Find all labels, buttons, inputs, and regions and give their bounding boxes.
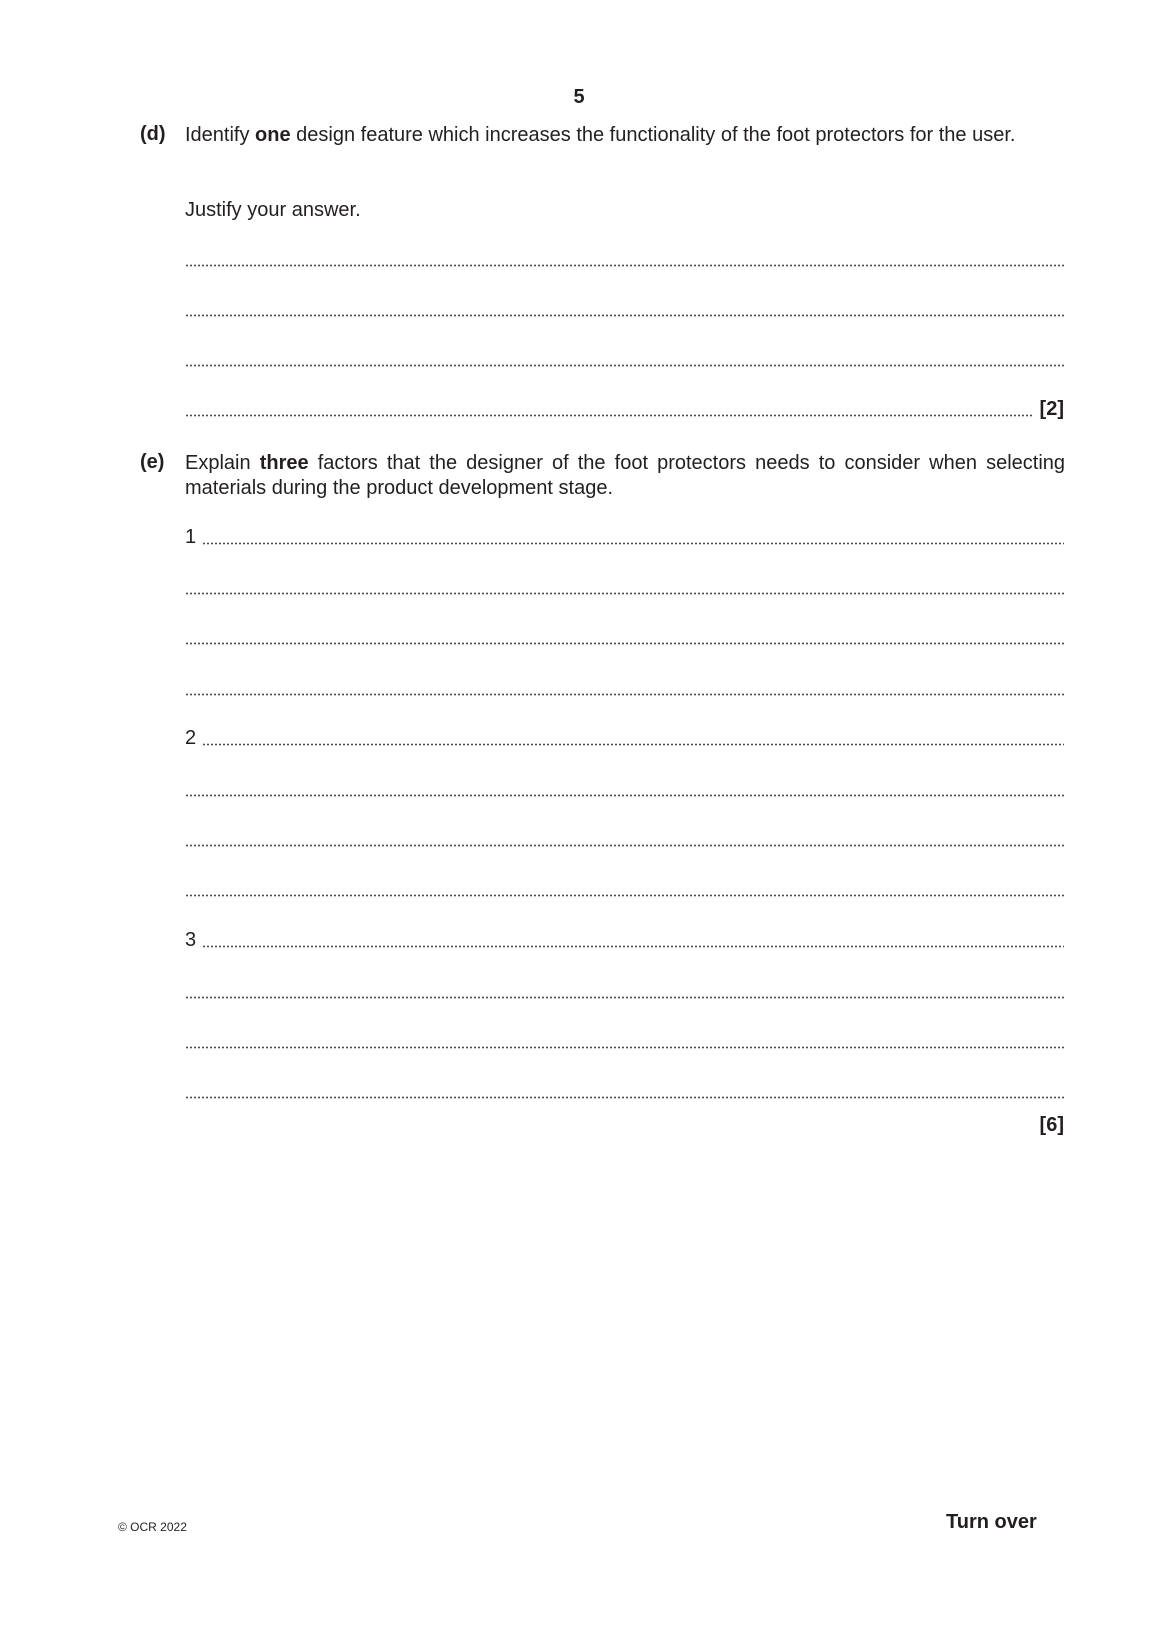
question-e-text	[185, 451, 1065, 501]
turn-over-label: Turn over	[946, 1511, 1037, 1533]
answer-line-e-2-1[interactable]	[185, 727, 1064, 749]
answer-line-e-3-3[interactable]	[185, 1030, 1064, 1052]
question-e-text-end: factors that the designer of the foot protectors needs to consider when selecting materials during the product development stage.	[185, 452, 1066, 499]
dotted-line	[202, 743, 1064, 746]
question-e-text-start: Explain	[185, 452, 260, 474]
dotted-line	[185, 996, 1064, 999]
dotted-line	[185, 693, 1064, 696]
question-d-label: (d)	[140, 123, 166, 145]
dotted-line	[185, 264, 1064, 267]
copyright-notice: © OCR 2022	[118, 1520, 187, 1534]
marks-e: [6]	[1039, 1114, 1064, 1136]
dotted-line	[185, 1046, 1064, 1049]
page-number: 5	[573, 86, 585, 108]
item-number-3: 3	[185, 929, 197, 951]
question-d-justify: Justify your answer.	[185, 199, 361, 221]
item-number-1: 1	[185, 526, 197, 548]
dotted-line	[185, 414, 1034, 417]
dotted-line	[185, 642, 1064, 645]
answer-line-d-3[interactable]	[185, 348, 1064, 370]
answer-line-e-2-2[interactable]	[185, 778, 1064, 800]
dotted-line	[185, 794, 1064, 797]
dotted-line	[185, 592, 1064, 595]
answer-line-e-2-3[interactable]	[185, 828, 1064, 850]
question-e-label: (e)	[140, 451, 165, 473]
question-d-text	[185, 123, 1065, 148]
dotted-line	[185, 844, 1064, 847]
question-d-text-start: Identify	[185, 124, 256, 146]
answer-line-d-1[interactable]	[185, 248, 1064, 270]
answer-line-e-1-3[interactable]	[185, 626, 1064, 648]
answer-line-e-2-4[interactable]	[185, 878, 1064, 900]
answer-line-d-2[interactable]	[185, 298, 1064, 320]
dotted-line	[185, 364, 1064, 367]
answer-line-e-1-2[interactable]	[185, 576, 1064, 598]
question-e-emphasis: three	[259, 452, 309, 474]
dotted-line	[202, 945, 1064, 948]
answer-line-d-4[interactable]	[185, 398, 1064, 420]
dotted-line	[202, 542, 1064, 545]
answer-line-e-1-4[interactable]	[185, 677, 1064, 699]
answer-line-e-3-4[interactable]	[185, 1080, 1064, 1102]
dotted-line	[185, 894, 1064, 897]
dotted-line	[185, 1096, 1064, 1099]
dotted-line	[185, 314, 1064, 317]
answer-line-e-3-1[interactable]	[185, 929, 1064, 951]
question-d-emphasis: one	[255, 124, 291, 146]
answer-line-e-1-1[interactable]	[185, 526, 1064, 548]
item-number-2: 2	[185, 727, 197, 749]
answer-line-e-3-2[interactable]	[185, 980, 1064, 1002]
marks-d: [2]	[1039, 398, 1064, 420]
question-d-text-end: design feature which increases the functionality of the foot protectors for the user.	[290, 124, 1016, 146]
